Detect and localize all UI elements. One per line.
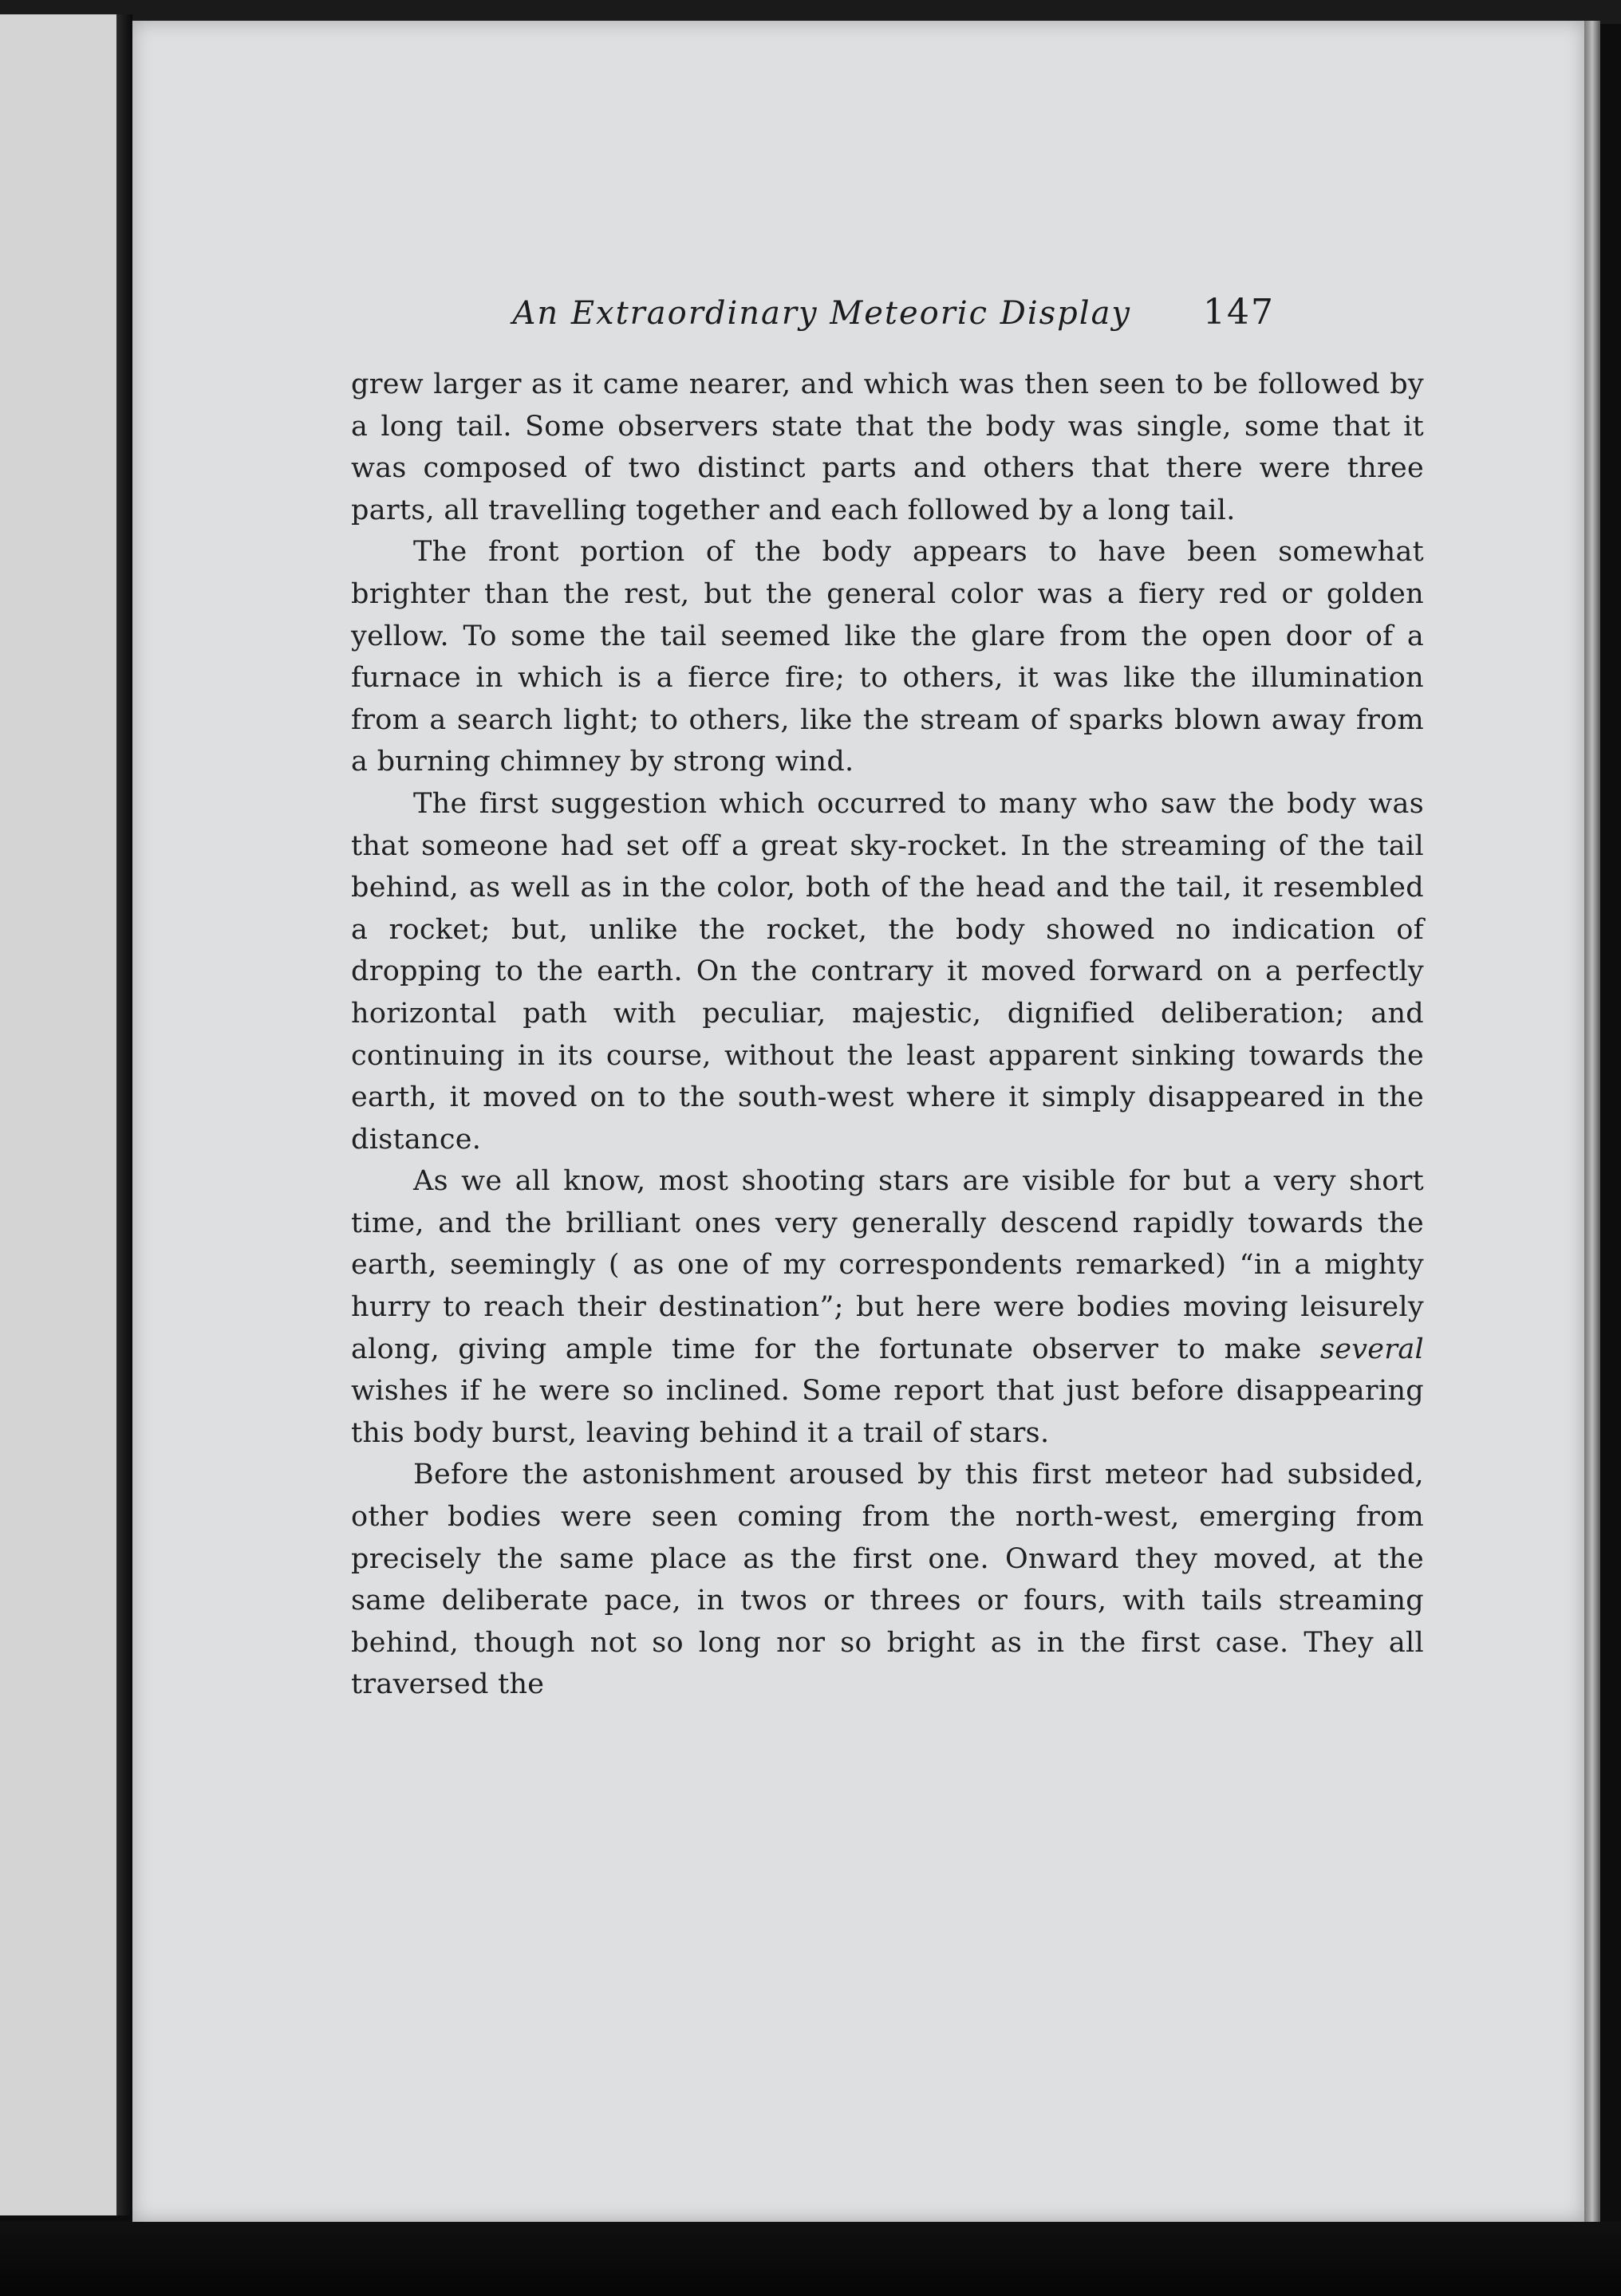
page-header — [132, 292, 1275, 333]
page-number: 147 — [1203, 292, 1275, 333]
body-text — [351, 364, 1424, 1706]
paragraph-continuation: grew larger as it came nearer, and which was then seen to be followed by a long tail. Some observers state that the body was single, some that it was composed of two distinct parts and others that there were three parts, all travelling together and each followed by a long tail. — [351, 368, 1424, 526]
book-gutter — [116, 14, 132, 2215]
facing-page-edge — [0, 14, 116, 2215]
paragraph-shooting-stars — [351, 1160, 1424, 1454]
paragraph-text-after: wishes if he were so inclined. Some report that just before disappearing this body burst, leaving behind it a trail of stars. — [351, 1375, 1424, 1449]
scan-bottom-border — [0, 2222, 1621, 2296]
running-title: An Extraordinary Meteoric Display — [512, 295, 1132, 332]
page-right-edge — [1584, 21, 1600, 2222]
book-page — [132, 21, 1584, 2222]
paragraph-other-bodies: Before the astonishment aroused by this first meteor had subsided, other bodies were seen coming from the north-west, emerging from precisely the same place as the first one. Onward they moved, at the same deliberate pace, in twos or threes or fours, with tails streaming behind, though not so long nor so bright as in the first case. They all traversed the — [351, 1459, 1424, 1701]
italic-word: several — [1319, 1333, 1424, 1365]
paragraph-front-portion: The front portion of the body appears to have been somewhat brighter than the rest, but the general color was a fiery red or golden yellow. To some the tail seemed like the glare from the open door of a furnace in which is a fierce fire; to others, it was like the illumination from a search light; to others, like the stream of sparks blown away from a burning chimney by strong wind. — [351, 536, 1424, 778]
paragraph-text-before: As we all know, most shooting stars are visible for but a very short time, and the brilliant ones very generally descend rapidly towards the earth, seemingly ( as one of my correspondents remarked) “in a mighty hurry to reach their destination”; but here were bodies moving leisurely along, giving ample time for the fortunate observer to make — [351, 1165, 1424, 1365]
paragraph-sky-rocket: The first suggestion which occurred to many who saw the body was that someone had set off a great sky-rocket. In the streaming of the tail behind, as well as in the color, both of the head and the tail, it resembled a rocket; but, unlike the rocket, the body showed no indication of dropping to the earth. On the contrary it moved forward on a perfectly horizontal path with peculiar, majestic, dignified deliberation; and continuing in its course, without the least apparent sinking towards the earth, it moved on to the south-west where it simply disappeared in the distance. — [351, 787, 1424, 1156]
